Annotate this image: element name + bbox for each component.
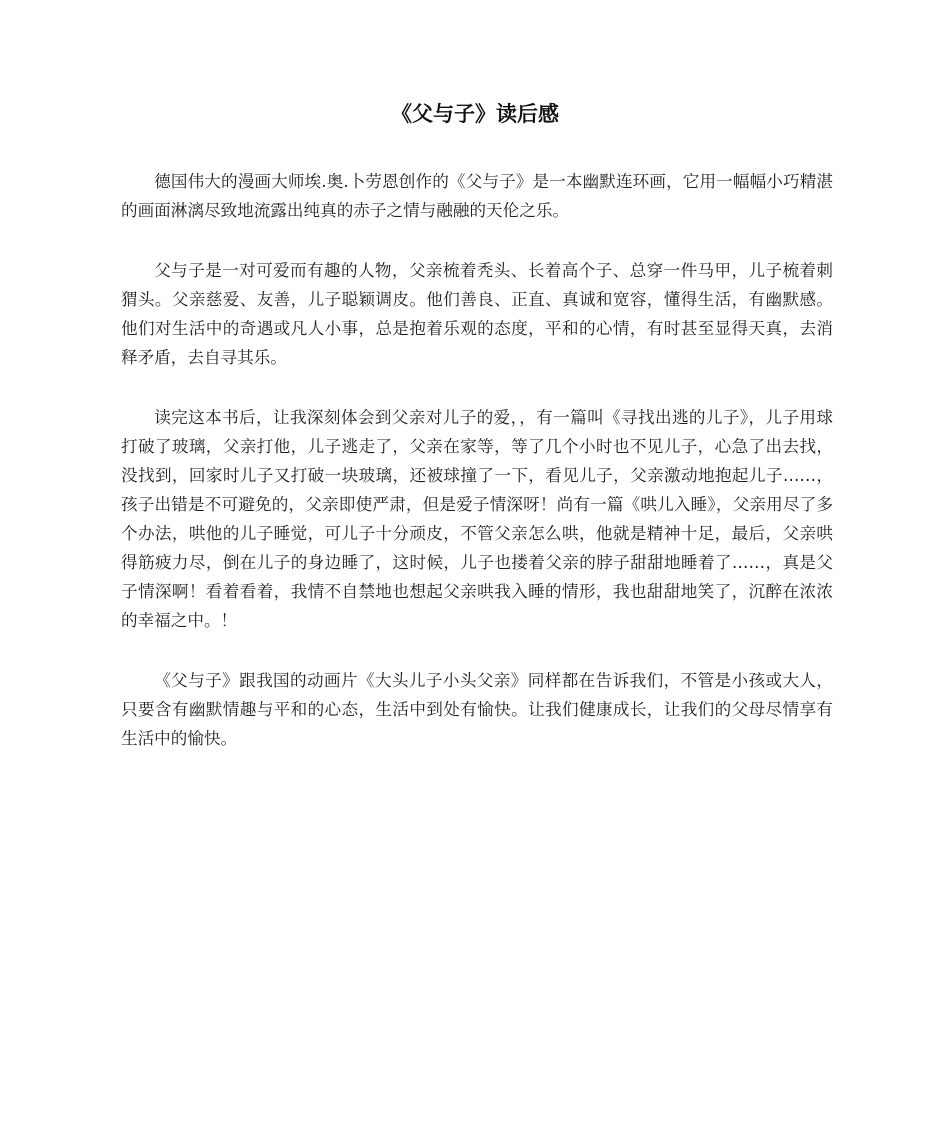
document-title: 《父与子》读后感 xyxy=(391,102,559,126)
paragraph-intro: 德国伟大的漫画大师埃.奥.卜劳恩创作的《父与子》是一本幽默连环画，它用一幅幅小巧精湛的画面淋漓尽致地流露出纯真的赤子之情与融融的天伦之乐。 xyxy=(121,172,833,220)
document-body xyxy=(121,167,833,753)
paragraph-conclusion: 《父与子》跟我国的动画片《大头儿子小头父亲》同样都在告诉我们，不管是小孩或大人，只要含有幽默情趣与平和的心态，生活中到处有愉快。让我们健康成长，让我们的父母尽情享有生活中的愉快。 xyxy=(121,671,833,748)
paragraph-characters: 父与子是一对可爱而有趣的人物，父亲梳着秃头、长着高个子、总穿一件马甲，儿子梳着刺猬头。父亲慈爱、友善，儿子聪颖调皮。他们善良、正直、真诚和宽容，懂得生活，有幽默感。他们对生活中的奇遇或凡人小事，总是抱着乐观的态度，平和的心情，有时甚至显得天真，去消释矛盾，去自寻其乐。 xyxy=(121,261,833,367)
paragraph-reflection: 读完这本书后，让我深刻体会到父亲对儿子的爱，，有一篇叫《寻找出逃的儿子》，儿子用球打破了玻璃，父亲打他，儿子逃走了，父亲在家等，等了几个小时也不见儿子，心急了出去找，没找到，回家时儿子又打破一块玻璃，还被球撞了一下，看见儿子，父亲激动地抱起儿子……，孩子出错是不可避免的，父亲即使严肃，但是爱子情深呀！尚有一篇《哄儿入睡》，父亲用尽了多个办法，哄他的儿子睡觉，可儿子十分顽皮，不管父亲怎么哄，他就是精神十足，最后，父亲哄得筋疲力尽，倒在儿子的身边睡了，这时候，儿子也搂着父亲的脖子甜甜地睡着了……，真是父子情深啊！看着看着，我情不自禁地也想起父亲哄我入睡的情形，我也甜甜地笑了，沉醉在浓浓的幸福之中。！ xyxy=(121,408,833,630)
